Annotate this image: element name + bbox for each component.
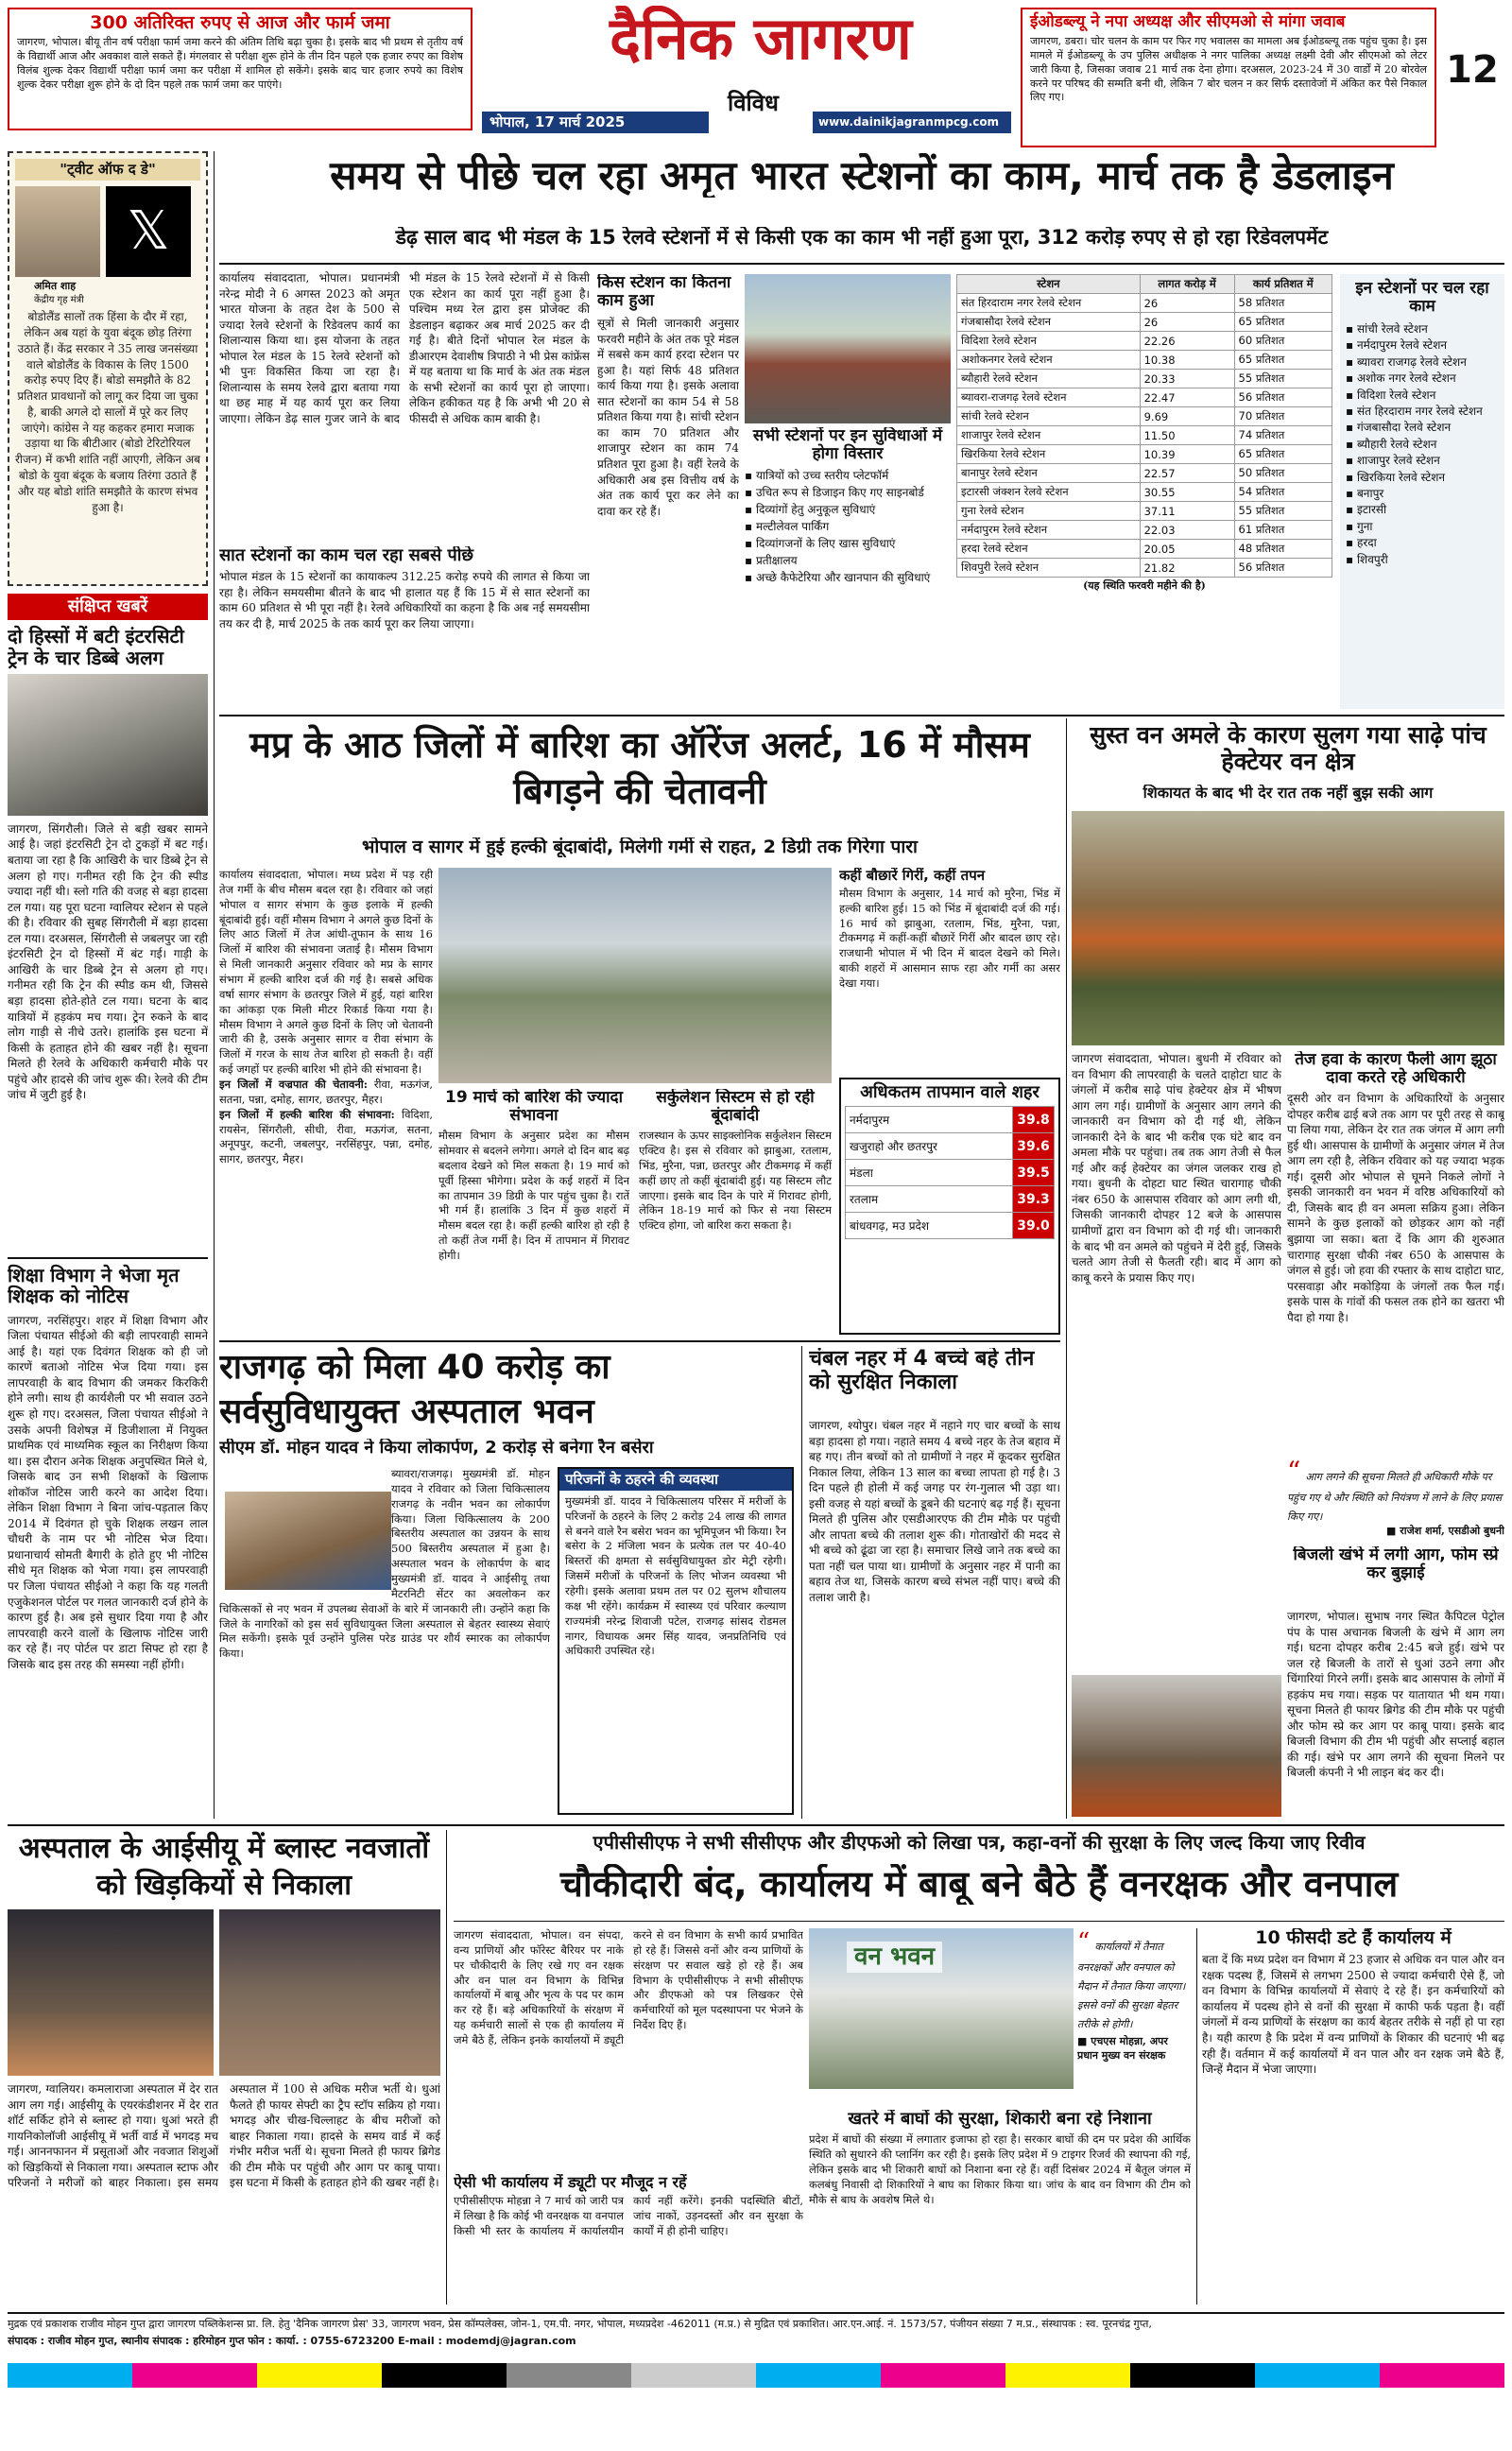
station-list-item: ▪ गंजबासौदा रेलवे स्टेशन: [1346, 421, 1452, 435]
main-body: कार्यालय संवाददाता, भोपाल। प्रधानमंत्री नरेन्द्र मोदी ने 6 अगस्त 2023 को अमृत भारत योजना के तहत देश के 500 से ज्यादा रेलवे स्टेशनों के रिडेवलप कार्य का शिलान्यास किया था। इस योजना के तहत भोपाल रेल मंडल के 15 रेलवे स्टेशनों को भी पुनः विकसित किया जा रहा है। शिलान्यास के समय रेलवे द्वारा बताया गया था छह माह में यह कार्य पूरा कर लिया जाएगा। लेकिन डेढ़ साल गुजर जाने के बाद भी मंडल के 15 रेलवे स्टेशनों में से किसी एक स्टेशन का कार्य पूरा नहीं हुआ है। पश्चिम मध्य रेल द्वारा इस प्रोजेक्ट की डेडलाइन बढ़ाकर अब मार्च 2025 कर दी गई है। बीते दिनों भोपाल रेल मंडल के डीआरएम देवाशीष त्रिपाठी ने भी प्रेस कांफ्रेंस में यह बताया था कि मार्च के अंत तक मंडल के सभी स्टेशनों का कार्य पूरा हो जाएगा। लेकिन हकीकत यह है कि अभी भी 20 से फीसदी से अधिक काम बाकी है।: [219, 271, 590, 425]
temperature-row: [846, 1160, 1055, 1186]
table-row: [957, 521, 1332, 540]
table-cell: नर्मदापुरम रेलवे स्टेशन: [957, 521, 1141, 540]
forest-fire-photo: [1072, 811, 1504, 1045]
forest-caption-quote: कार्यालयों में तैनात वनरक्षकों और वनपाल को मैदान में तैनात किया जाएगा। इससे वनों की सुरक्षा बेहतर तरीके से होगी।: [1077, 1941, 1186, 2030]
table-cell: 21.82: [1140, 559, 1234, 578]
fire-body: जागरण संवाददाता, भोपाल। बुधनी में रविवार को वन विभाग की लापरवाही के चलते दाहोटा घाट के जंगलों में करीब साढ़े पांच हेक्टेयर क्षेत्र में भीषण आग लग गई। ग्रामीणों के अनुसार आग लगने की जानकारी वन विभाग को दी गई थी, लेकिन जानकारी देने के बाद भी करीब एक घंटे बाद वन अमला मौके पर पहुंचा। तब तक आग तेजी से फैल गई और कई हेक्टेयर का जंगल जलकर राख हो गया। बुधनी के दोहटा घाट स्थित चारागाह चौकी नंबर 650 के आसपास रविवार को आग लगी थी, जिसकी जानकारी दोपहर 12 बजे के आसपास ग्रामीणों द्वारा वन विभाग को दी गई थी। जानकारी के बाद भी वन अमले को पहुंचने में देरी हुई, जिसके चलते आग तेजी से फैलती रही। बाद में आग को काबू करने के प्रयास किए गए।: [1072, 1052, 1281, 1285]
fire-sub-story: [1287, 1051, 1504, 1452]
forest-caption: [1077, 1928, 1189, 2108]
facility-item: ▪ दिव्यांगजनों के लिए खास सुविधाएं: [745, 537, 896, 551]
tweet-author-role: केंद्रीय गृह मंत्री: [34, 295, 84, 306]
table-cell: 50 प्रतिशत: [1234, 464, 1332, 483]
weather-subhead: भोपाल व सागर में हुई हल्की बूंदाबांदी, मिलेगी गर्मी से राहत, 2 डिग्री तक गिरेगा पारा: [362, 837, 918, 857]
rajgarh-box-body: मुख्यमंत्री डॉ. यादव ने चिकित्सालय परिसर में मरीजों के परिजनों के ठहरने के लिए 2 करोड़ 24 लाख की लागत से बनने वाले रैन बसेरा भवन का भूमिपूजन भी किया। रैन बसेरा के 2 मंजिला भवन के प्रत्येक तल पर 40-40 बिस्तरों की क्षमता से सर्वसुविधायुक्त डोर मेट्री रहेगी। जिसमें मरीजों के परिजनों के लिए भोजन व्यवस्था भी रहेगी। इसके अलावा प्रथम तल पर 02 सुलभ शौचालय कक्ष भी रहेंगे। कार्यक्रम में स्वास्थ्य एवं परिवार कल्याण राज्यमंत्री नरेन्द्र शिवाजी पटेल, राजगढ़ सांसद रोडमल नागर, विधायक अमर सिंह यादव, जनप्रतिनिधि एवं अधिकारी उपस्थित रहे।: [565, 1493, 786, 1658]
forest-headline: चौकीदारी बंद, कार्यालय में बाबू बने बैठे हैं वनरक्षक और वनपाल: [559, 1864, 1399, 1905]
rain-districts: विदिशा, रायसेन, सिंगरौली, सीधी, रीवा, मऊगंज, सतना, अनूपपुर, कटनी, जबलपुर, नरसिंहपुर, पन्ना, दमोह, सागर, छतरपुर, मैहर।: [219, 1107, 433, 1166]
city-name: रतलाम: [846, 1186, 1013, 1213]
temperature-row: [846, 1186, 1055, 1213]
table-cell: 48 प्रतिशत: [1234, 540, 1332, 559]
table-row: [957, 445, 1332, 464]
city-temperature: 39.8: [1013, 1107, 1055, 1133]
table-cell: 65 प्रतिशत: [1234, 445, 1332, 464]
table-cell: 26: [1140, 294, 1234, 313]
city-temperature: 39.5: [1013, 1160, 1055, 1186]
table-row: [957, 483, 1332, 502]
table-cell: इटारसी जंक्शन रेलवे स्टेशन: [957, 483, 1141, 502]
chambal-body: जागरण, श्योपुर। चंबल नहर में नहाने गए चार बच्चों के साथ बड़ा हादसा हो गया। नहाते समय 4 बच्चे नहर के तेज बहाव में बह गए। तीन बच्चों को तो ग्रामीणों ने नहर में कूदकर सुरक्षित निकाल लिया, लेकिन 13 साल का बच्चा लापता हो गई है। 3 दिन पहले ही होली में कई जगह पर रंग-गुलाल भी उड़ा था। इसी वजह से यहां बच्चों के डूबने की घटनाएं बढ़ गई हैं। सूचना मिलते ही पुलिस और एसडीआरएफ की टीम मौके पर पहुंची और लापता बच्चे की तलाश शुरू की। गोताखोरों की मदद से भी बच्चे को ढूंढा जा रहा है। समाचार लिखे जाने तक बच्चे का पता नहीं चल पाया था। ग्रामीणों के अनुसार नहर में पानी का बहाव तेज था, जिसके कारण बच्चे संभल नहीं पाए। बच्चे की तलाश जारी है।: [809, 1419, 1060, 1605]
weather-side-3-body: मौसम विभाग के अनुसार, 14 मार्च को मुरैना, भिंड में हल्की बारिश हुई। 15 को भिंड में बूंदाबांदी दर्ज की गई। 16 मार्च को झाबुआ, रतलाम, भिंड, मुरैना, पन्ना, टीकमगढ़ में कहीं-कहीं बौछारें गिरीं और बादल छाए रहे। राजधानी भोपाल में भी दिन में बादल देखने को मिले। बाकी शहरों में आसमान साफ रहा और गर्मी का असर देखा गया।: [839, 886, 1060, 990]
page-number: 12: [1446, 49, 1499, 92]
forest-sub-headline: ऐसी भी कार्यालय में ड्यूटी पर मौजूद न रहें: [454, 2174, 687, 2191]
weather-side-3-headline: कहीं बौछारें गिरीं, कहीं तपन: [839, 868, 986, 884]
table-cell: 22.26: [1140, 332, 1234, 351]
forest-kicker: एपीसीसीएफ ने सभी सीसीएफ और डीएफओ को लिखा पत्र, कहा-वनों की सुरक्षा के लिए जल्द किया जाए रिवीव: [593, 1832, 1366, 1854]
table-cell: शाजापुर रेलवे स्टेशन: [957, 426, 1141, 445]
table-row: [957, 540, 1332, 559]
stations-list: [1346, 321, 1499, 568]
table-cell: शिवपुरी रेलवे स्टेशन: [957, 559, 1141, 578]
main-box-body: भोपाल मंडल के 15 स्टेशनों का कायाकल्प 312.25 करोड़ रुपये की लागत से किया जा रहा है। लेकिन समयसीमा बीतने के बाद भी हालात यह हैं कि 15 में से सात स्टेशनों का काम 60 प्रतिशत से भी पूरा नहीं है। रेलवे अधिकारियों का कहना है कि अब नई समयसीमा तय कर दी है, मार्च 2025 के तक कार्य पूरा कर लिया जाएगा।: [219, 570, 590, 630]
table-row: [957, 332, 1332, 351]
work-status-box: [597, 274, 739, 703]
table-cell: 56 प्रतिशत: [1234, 388, 1332, 407]
station-list-item: ▪ ब्यौहारी रेलवे स्टेशन: [1346, 437, 1437, 451]
imprint-line-2: संपादक : राजीव मोहन गुप्त, स्थानीय संपादक : हरिमोहन गुप्त फोन : कार्या. : 0755-6723200 E-mail : modemdj@jagran.com: [8, 2335, 576, 2347]
weather-photo: [438, 868, 832, 1083]
table-cell: 55 प्रतिशत: [1234, 370, 1332, 388]
table-cell: विदिशा रेलवे स्टेशन: [957, 332, 1141, 351]
main-sidebar-box: [219, 546, 590, 713]
temperature-row: [846, 1107, 1055, 1133]
table-cell: 11.50: [1140, 426, 1234, 445]
icu-headline: अस्पताल के आईसीयू में ब्लास्ट नवजातों को खिड़कियों से निकाला: [18, 1832, 430, 1902]
tweet-label: "ट्वीट ऑफ द डे": [15, 159, 200, 181]
forest-caption-author: ■ एचएस मोहन्ना, अपर प्रधान मुख्य वन संरक्षक: [1077, 2035, 1168, 2063]
weather-side-1-body: मौसम विभाग के अनुसार प्रदेश का मौसम सोमवार से बदलने लगेगा। अगले दो दिन बाद बढ़ बदलाव देखने को मिल सकता है। 19 मार्च को पूर्वी हिस्सा भीगेगा। प्रदेश के कई शहरों में दिन का तापमान 39 डिग्री के पार पहुंच चुका है। रातें भी गर्म हैं। हालांकि 3 दिन में कुछ शहरों में मौसम बदल रहा है। कहीं हल्की बारिश हो रही है तो कहीं तेज गर्मी है। दिन में तापमान में गिरावट होगी।: [438, 1129, 629, 1262]
station-list-item: ▪ शाजापुर रेलवे स्टेशन: [1346, 454, 1440, 468]
rajgarh-box-headline: परिजनों के ठहरने की व्यवस्था: [559, 1469, 792, 1491]
table-cell: 20.05: [1140, 540, 1234, 559]
table-cell: 22.57: [1140, 464, 1234, 483]
office-side-body: बता दें कि मध्य प्रदेश वन विभाग में 23 हजार से अधिक वन पाल और वन रक्षक पदस्थ हैं, जिसमें से लगभग 2500 से ज्यादा कर्मचारी ऐसे हैं, जो वन विभाग के विभिन्न कार्यालयों में सेवाएं दे रहे हैं। इन कर्मचारियों को कार्यालय में पदस्थ होने से वनों की सुरक्षा में काफी फर्क पड़ता है। वहीं जंगलों में वन्य प्राणियों के संरक्षण का कार्य बेहतर तरीके से नहीं हो पा रहा है। यही कारण है कि प्रदेश में वन्य प्राणियों के शिकार की घटनाएं भी बढ़ रही हैं। वर्तमान में कई कार्यालयों में वन पाल और वन रक्षक जमे बैठे हैं, जिन्हें मैदान में भेजा जाएगा।: [1202, 1953, 1504, 2077]
top-left-body: जागरण, भोपाल। बीयू तीन वर्ष परीक्षा फार्म जमा करने की अंतिम तिथि बढ़ा चुका है। इसके बाद भी प्रथम से तृतीय वर्ष के विद्यार्थी आज और अवकाश वाले सकते हैं। मंगलवार से परीक्षा शुरू होने के तीन दिन पहले एक हजार रुपए का विशेष विलंब शुल्क देकर विद्यार्थी परीक्षा फार्म जमा कर परीक्षा में शामिल हो सकेंगे। इसके बाद चार हजार रुपये का विशेष शुल्क देकर परीक्षा शुरू होने के दो दिन पहले तक फार्म जमा कर पाएंगे।: [17, 36, 463, 91]
facility-item: ▪ दिव्यांगों हेतु अनुकूल सुविधाएं: [745, 503, 876, 517]
weather-side-1-headline: 19 मार्च को बारिश की ज्यादा संभावना: [445, 1089, 623, 1126]
imprint-line: मुद्रक एवं प्रकाशक राजीव मोहन गुप्त द्वारा जागरण पब्लिकेशन्स प्रा. लि. हेतु 'दैनिक जागरण प्रेस' 33, जागरण भवन, प्रेस कॉम्पलेक्स, जोन-1, एम.पी. नगर, भोपाल, मध्यप्रदेश -462011 (म.प्र.) से मुद्रित एवं प्रकाशित। आर.एन.आई. नं. 1573/57, पंजीयन संख्या 7 म.प्र., संस्थापक : स्व. पूरनचंद्र गुप्त,: [8, 2318, 1152, 2330]
electric-headline: बिजली खंभे में लगी आग, फोम स्प्रे कर बुझाई: [1293, 1546, 1499, 1583]
icu-photo-1: [8, 1909, 214, 2076]
table-cell: 54 प्रतिशत: [1234, 483, 1332, 502]
thunder-districts: रीवा, मऊगंज, सतना, पन्ना, दमोह, सागर, छतरपुर, मैहर।: [219, 1078, 433, 1106]
chambal-headline: चंबल नहर में 4 बच्चे बहे तीन को सुरक्षित निकाला: [809, 1348, 1035, 1394]
electric-body: जागरण, भोपाल। सुभाष नगर स्थित कैपिटल पेट्रोल पंप के पास अचानक बिजली के खंभे में आग लग गई। घटना दोपहर करीब 2:45 बजे हुई। खंभे पर जल रहे बिजली के तारों से धुआं उठने लगा और चिंगारियां गिरने लगीं। इसके बाद आसपास के लोगों में हड़कंप मच गया। सड़क पर यातायात भी थम गया। सूचना मिलते ही फायर ब्रिगेड की टीम मौके पर पहुंची और फोम स्प्रे कर आग पर काबू पाया। इसके बाद बिजली विभाग की टीम भी पहुंची और सप्लाई बहाल की गई। खंभे पर आग लगने की सूचना मिलने पर बिजली कंपनी ने भी लाइन बंद कर दी।: [1287, 1610, 1504, 1780]
facility-item: ▪ प्रतीक्षालय: [745, 554, 798, 568]
forest-sub-story: [454, 2174, 803, 2306]
facilities-box: [745, 427, 951, 711]
train-photo: [8, 674, 208, 816]
temperature-headline: अधिकतम तापमान वाले शहर: [860, 1082, 1040, 1102]
fire-quote-text: आग लगने की सूचना मिलते ही अधिकारी मौके पर पहुंच गए थे और स्थिति को नियंत्रण में लाने के लिए प्रयास किए गए।: [1287, 1471, 1503, 1523]
weather-headline: मप्र के आठ जिलों में बारिश का ऑरेंज अलर्ट, 16 में मौसम बिगड़ने की चेतावनी: [249, 724, 1030, 813]
table-cell: सांची रेलवे स्टेशन: [957, 407, 1141, 426]
station-list-item: ▪ ब्यावरा राजगढ़ रेलवे स्टेशन: [1346, 354, 1467, 369]
thunder-label: इन जिलों में वज्रपात की चेतावनी:: [219, 1078, 368, 1092]
icu-body: जागरण, ग्वालियर। कमलाराजा अस्पताल में देर रात आग लग गई। आईसीयू के एयरकंडीशनर में देर रात शॉर्ट सर्किट होने से ब्लास्ट हो गया। धुआं भरते ही गायनिकोलॉजी आईसीयू में भर्ती वार्ड में भगदड़ मच गई। आननफानन में प्रसूताओं और नवजात शिशुओं को खिड़कियों से निकाला गया। अस्पताल स्टाफ और परिजनों ने मरीजों को बाहर निकाला। इस समय अस्पताल में 100 से अधिक मरीज भर्ती थे। धुआं फैलते ही फायर सेफ्टी का ट्रैप स्टॉप सक्रिय हो गया। भगदड़ और चीख-चिल्लाहट के बीच मरीजों को बाहर निकाला गया। हादसे के समय वार्ड में कई गंभीर मरीज भर्ती थे। सूचना मिलते ही फायर ब्रिगेड की टीम मौके पर पहुंची और आग पर काबू पाया। इस घटना में किसी के हताहत होने की खबर नहीं है।: [8, 2082, 440, 2190]
brief-column: [8, 594, 208, 1819]
station-list-item: ▪ नर्मदापुरम रेलवे स्टेशन: [1346, 338, 1448, 353]
table-cell: बानापुर रेलवे स्टेशन: [957, 464, 1141, 483]
table-cell: 58 प्रतिशत: [1234, 294, 1332, 313]
table-cell: खिरकिया रेलवे स्टेशन: [957, 445, 1141, 464]
weather-side-2-headline: सर्कुलेशन सिस्टम से हो रही बूंदाबांदी: [656, 1089, 815, 1126]
table-cell: गंजबासौदा रेलवे स्टेशन: [957, 313, 1141, 332]
table-cell: संत हिरदाराम नगर रेलवे स्टेशन: [957, 294, 1141, 313]
author-photo: [15, 186, 100, 277]
city-temperature: 39.6: [1013, 1133, 1055, 1160]
table-header: लागत करोड़ में: [1140, 275, 1234, 294]
table-cell: 26: [1140, 313, 1234, 332]
fire-sub-body: दूसरी ओर वन विभाग के अधिकारियों के अनुसार दोपहर करीब ढाई बजे तक आग पर पूरी तरह से काबू पा लिया गया, लेकिन देर रात तक जंगल में आग लगी हुई थी। आसपास के ग्रामीणों के अनुसार जंगल में तेज आग लग रही है, लेकिन रविवार को यह ज्यादा भड़क गई। दूसरी ओर भोपाल से घूमने निकले लोगों ने इसकी जानकारी वन भवन में वरिष्ठ अधिकारियों को दी, जिसके बाद ही वन अमला सक्रिय हुआ। लेकिन सामने के कुछ इलाकों को छोड़कर आग को नहीं बुझाया जा सका। बता दें कि आग की शुरुआत चारागाह सुरक्षा चौकी नंबर 650 के आसपास के जंगल से हुई। जो हवा की रफ्तार के साथ दाहोटा घाट, परसवाड़ा और मकोड़िया के जंगलों तक फैल गई। इसके पास के गांवों की फसल तक होने का खतरा भी पैदा हो गया है।: [1287, 1092, 1504, 1324]
main-subhead: डेढ़ साल बाद भी मंडल के 15 रेलवे स्टेशनों में से किसी एक का काम भी नहीं हुआ पूरा, 312 करोड़ रुपए से हो रहा रिडेवलपमेंट: [395, 227, 1329, 249]
station-list-item: ▪ अशोक नगर रेलवे स्टेशन: [1346, 371, 1456, 386]
rajgarh-subhead: सीएम डॉ. मोहन यादव ने किया लोकार्पण, 2 करोड़ से बनेगा रैन बसेरा: [219, 1439, 654, 1458]
rajgarh-body-full: ब्यावरा/राजगढ़। मुख्यमंत्री डॉ. मोहन यादव ने रविवार को जिला चिकित्सालय राजगढ़ के नवीन भवन का लोकार्पण किया। जिला चिकित्सालय के 200 बिस्तरीय अस्पताल का उन्नयन के साथ 500 बिस्तरीय अस्पताल में हुआ है। अस्पताल भवन के लोकार्पण के बाद मुख्यमंत्री डॉ. यादव ने आईसीयू तथा मैटरनिटी सेंटर का अवलोकन कर चिकित्सकों से नए भवन में उपलब्ध सेवाओं के बारे में जानकारी ली। उन्होंने कहा कि जिले के नागरिकों को इस सर्व सुविधायुक्त जिला अस्पताल से बेहतर स्वास्थ्य सेवाएं मिल सकेंगी। इसके पूर्व उन्होंने पुलिस परेड ग्राउंड पर शौर्य स्मारक का लोकार्पण किया।: [219, 1467, 550, 1661]
temperature-row: [846, 1213, 1055, 1239]
weather-side-3: [839, 868, 1060, 1076]
edition-date: भोपाल, 17 मार्च 2025: [482, 112, 709, 133]
table-row: [957, 294, 1332, 313]
color-registration-bar: [8, 2363, 1504, 2388]
fire-headline: सुस्त वन अमले के कारण सुलग गया साढ़े पांच हेक्टेयर वन क्षेत्र: [1090, 722, 1486, 775]
table-row: [957, 407, 1332, 426]
tweet-box: [8, 151, 208, 586]
rain-label: इन जिलों में हल्की बारिश की संभावना:: [219, 1107, 395, 1121]
table-cell: 60 प्रतिशत: [1234, 332, 1332, 351]
table-cell: अशोकनगर रेलवे स्टेशन: [957, 351, 1141, 370]
tiger-headline: खतरे में बाघों की सुरक्षा, शिकारी बना रहे निशाना: [848, 2110, 1152, 2129]
office-side-headline: 10 फीसदी डटे हैं कार्यालय में: [1255, 1928, 1452, 1948]
table-header-row: [957, 275, 1332, 294]
brief-2-headline: शिक्षा विभाग ने भेजा मृत शिक्षक को नोटिस: [8, 1263, 180, 1308]
table-row: [957, 464, 1332, 483]
station-list-item: ▪ शिवपुरी: [1346, 552, 1388, 566]
fire-subhead: शिकायत के बाद भी देर रात तक नहीं बुझ सकी आग: [1143, 785, 1434, 802]
table-cell: 30.55: [1140, 483, 1234, 502]
railway-station-photo: [745, 274, 951, 423]
forest-body: जागरण संवाददाता, भोपाल। वन संपदा, वन्य प्राणियों और फॉरेस्ट बैरियर पर नाके पर चौकीदारी के लिए रखे गए वन रक्षक और वन पाल वन विभाग के विभिन्न कार्यालयों में बाबू और भृत्य के पद पर काम कर रहे हैं। बड़े अधिकारियों के संरक्षण में यह कर्मचारी सालों से एक ही कार्यालय में जमे बैठे हैं, लेकिन इनके कार्यालयों में ड्यूटी करने से वन विभाग के सभी कार्य प्रभावित हो रहे हैं। जिससे वनों और वन्य प्राणियों के संरक्षण पर सवाल खड़े हो रहे हैं। अब विभाग के एपीसीसीएफ ने सभी सीसीएफ और डीएफओ को पत्र लिखकर ऐसे कर्मचारियों को मूल पदस्थापना पर भेजने के निर्देश दिए हैं।: [454, 1928, 803, 2047]
station-list-item: ▪ सांची रेलवे स्टेशन: [1346, 322, 1428, 337]
station-list-item: ▪ बनापुर: [1346, 486, 1384, 500]
table-cell: 70 प्रतिशत: [1234, 407, 1332, 426]
brief-1-headline: दो हिस्सों में बटी इंटरसिटी ट्रेन के चार डिब्बे अलग: [8, 625, 184, 669]
table-cell: हरदा रेलवे स्टेशन: [957, 540, 1141, 559]
table-cell: 9.69: [1140, 407, 1234, 426]
brief-label: संक्षिप्त खबरें: [8, 594, 208, 620]
city-name: खजुराहो और छतरपुर: [846, 1133, 1013, 1160]
table-cell: 20.33: [1140, 370, 1234, 388]
city-name: नर्मदापुरम: [846, 1107, 1013, 1133]
city-name: मंडला: [846, 1160, 1013, 1186]
station-list-item: ▪ हरदा: [1346, 536, 1377, 550]
facility-item: ▪ उचित रूप से डिजाइन किए गए साइनबोर्ड: [745, 486, 924, 500]
brief-2-body: जागरण, नरसिंहपुर। शहर में शिक्षा विभाग और जिला पंचायत सीईओ की बड़ी लापरवाही सामने आई है। यहां एक दिवंगत शिक्षक को ही जो कारणें बताओ नोटिस भेज दिया गया। इस लापरवाही के बाद विभाग की जमकर किरकिरी होने लगी। साथ ही कार्यशैली पर भी सवाल उठने शुरू हो गए। दरअसल, जिला पंचायत सीईओ ने उसके अपनी विशेषज्ञ में डिजीशाला में नियुक्त प्राथमिक एवं माध्यमिक स्कूल का निरीक्षण किया था। इस दौरान अनेक शिक्षक अनुपस्थित मिले थे, जिसके बाद उन सभी शिक्षकों के खिलाफ शोकॉज नोटिस जारी करने का आदेश दिया। लेकिन शिक्षा विभाग ने बिना जांच-पड़ताल किए 2014 में दिवंगत हो चुके शिक्षक लखन लाल चौधरी के नाम पर भी नोटिस भेज दिया। प्रधानाचार्य सोमती बैगारी के होते हुए भी नोटिस सीधे मृत शिक्षक को भेजा गया। इस लापरवाही पर जिला पंचायत सीईओ ने कहा कि यह गलती एजुकेशनल पोर्टल पर गलत जानकारी दर्ज होने के कारण हुई है। अब इसे सुधार दिया गया है और लापरवाही करने वालों के खिलाफ नोटिस जारी कर रहे हैं। नए पोर्टल पर डाटा सिफ्ट हो रहा है जिसके बाद इस तरह की समस्या नहीं होंगी।: [8, 1313, 208, 1671]
facility-item: ▪ अच्छे कैफेटेरिया और खानपान की सुविधाएं: [745, 571, 931, 585]
top-right-body: जागरण, डबरा। चोर चलन के काम पर फिर गए भवालस का मामला अब ईओडब्ल्यू तक पहुंच चुका है। इस मामले में ईओडब्ल्यू के उप पुलिस अधीक्षक ने नगर पालिका अध्यक्ष लक्ष्मी देवी और सीएमओ को लेटर जारी किया है, जिसका जवाब 21 मार्च तक देना होगा। दरअसल, 2023-24 में 30 वार्डों में 20 बोरवेल करने पर परिषद की सम्मति बनी थी, लेकिन 7 बोर चलन न कर सिर्फ दस्तावेजों में अंकित कर पैसे निकाल लिए गए।: [1030, 35, 1427, 104]
table-row: [957, 313, 1332, 332]
station-list-item: ▪ इटारसी: [1346, 503, 1387, 517]
facilities-list: [745, 467, 951, 586]
table-cell: 74 प्रतिशत: [1234, 426, 1332, 445]
tweet-body: बोडोलैंड सालों तक हिंसा के दौर में रहा, लेकिन अब यहां के युवा बंदूक छोड़ तिरंगा उठाते हैं। केंद्र सरकार ने 35 लाख जनसंख्या वाले बोडोलैंड के विकास के लिए 1500 करोड़ रुपए दिए हैं। बोडो समझौते के 82 प्रतिशत प्रावधानों को लागू कर दिया जा चुका है, बाकी अगले दो सालों में पूरे कर लिए जाएंगे। कांग्रेस ने यह कहकर हमारा मजाक उड़ाया था कि बीटीआर (बोडो टेरिटोरियल रीजन) में कभी शांति नहीं आएगी, लेकिन अब बोडो के युवा बंदूक के बजाय तिरंगा उठाते हैं और यह बोडो शांति समझौते के कारण संभव हुआ है।: [15, 310, 200, 514]
rajgarh-headline: राजगढ़ को मिला 40 करोड़ का सर्वसुविधायुक्त अस्पताल भवन: [219, 1348, 610, 1431]
table-header: कार्य प्रतिशत में: [1234, 275, 1332, 294]
work-status-body: सूत्रों से मिली जानकारी अनुसार फरवरी महीने के अंत तक पूरे मंडल में सबसे कम कार्य हरदा स्टेशन पर हुआ है। यहां सिर्फ 48 प्रतिशत कार्य किया गया है। इसके अलावा सात स्टेशनों का काम 54 से 58 प्रतिशत किया गया है। सांची स्टेशन का काम 70 प्रतिशत और शाजापुर स्टेशन का काम 74 प्रतिशत पूरा हुआ है। वहीं रेलवे के अधिकारी अब इस वित्तीय वर्ष के अंत तक कार्य पूरा कर लेने का दावा कर रहे हैं।: [597, 317, 739, 518]
masthead: [482, 6, 1011, 136]
fire-sub-headline: तेज हवा के कारण फैली आग झूठा दावा करते रहे अधिकारी: [1295, 1051, 1497, 1088]
table-note: (यह स्थिति फरवरी महीने की है): [1083, 579, 1206, 592]
table-cell: गुना रेलवे स्टेशन: [957, 502, 1141, 521]
table-row: [957, 559, 1332, 578]
table-cell: 55 प्रतिशत: [1234, 502, 1332, 521]
table-cell: ब्यावरा-राजगढ़ रेलवे स्टेशन: [957, 388, 1141, 407]
main-headline: समय से पीछे चल रहा अमृत भारत स्टेशनों का काम, मार्च तक है डेडलाइन: [330, 153, 1394, 198]
station-list-item: ▪ संत हिरदाराम नगर रेलवे स्टेशन: [1346, 405, 1483, 419]
station-list-item: ▪ खिरकिया रेलवे स्टेशन: [1346, 470, 1446, 484]
weather-side-1: [438, 1089, 629, 1335]
weather-body: कार्यालय संवाददाता, भोपाल। मध्य प्रदेश में पड़ रही तेज गर्मी के बीच मौसम बदल रहा है। रविवार को जहां भोपाल व सागर संभाग के कुछ इलाके में हल्की बूंदाबांदी हुई। वहीं मौसम विभाग ने अगले कुछ दिनों के लिए आठ जिलों में तेज आंधी-तूफान के साथ 16 जिलों में बारिश की संभावना जताई है। मौसम विभाग से मिली जानकारी अनुसार रविवार को मप्र के सागर संभाग में हल्की बारिश दर्ज की गई है। सबसे अधिक वर्षा सागर संभाग के छतरपुर जिले में हुई, यहां बारिश का आंकड़ा एक मिली मीटर रिकार्ड किया गया है। मौसम विभाग ने अगले कुछ दिनों के लिए जो चेतावनी जारी की है, उसके अनुसार सागर व रीवा संभाग के जिलों में गरज के साथ तेज बारिश हो सकती है। वहीं कई जगहों पर हल्की बारिश भी होने की संभावना है। इन जिलों में वज्रपात की चेतावनी: रीवा, मऊगंज, सतना, पन्ना, दमोह, सागर, छतरपुर, मैहर। इन जिलों में हल्की बारिश की संभावना: विदिशा, रायसेन, सिंगरौली, सीधी, रीवा, मऊगंज, सतना, अनूपपुर, कटनी, जबलपुर, नरसिंहपुर, पन्ना, दमोह, सागर, छतरपुर, मैहर।: [219, 868, 433, 1166]
table-row: [957, 388, 1332, 407]
table-cell: 56 प्रतिशत: [1234, 559, 1332, 578]
station-list-item: ▪ विदिशा रेलवे स्टेशन: [1346, 388, 1436, 402]
temperature-box: [839, 1078, 1060, 1335]
station-table: [956, 274, 1332, 652]
table-row: [957, 351, 1332, 370]
table-cell: 37.11: [1140, 502, 1234, 521]
quote-icon: “: [1077, 1928, 1091, 1957]
table-header: स्टेशन: [957, 275, 1141, 294]
weather-side-2-body: राजस्थान के ऊपर साइक्लोनिक सर्कुलेशन सिस्टम एक्टिव है। इस से रविवार को झाबुआ, रतलाम, भिंड, मुरैना, पन्ना, छतरपुर और टीकमगढ़ में कहीं कहीं छाए तो कहीं बूंदाबांदी हुई। यह सिस्टम लौट जाएगा। इसके बाद दिन के पारे में गिरावट होगी, लेकिन 18-19 मार्च को फिर से नया सिस्टम एक्टिव होगा, जो बारिश करा सकता है।: [639, 1129, 832, 1233]
city-name: बांधवगढ़, मउ प्रदेश: [846, 1213, 1013, 1239]
newspaper-logo: दैनिक जागरण: [610, 6, 912, 73]
forest-sub-body: एपीसीसीएफ मोहन्ना ने 7 मार्च को जारी पत्र में लिखा है कि कोई भी वनरक्षक या वनपाल किसी भी स्तर के कार्यालय में कार्यालयीन कार्य नहीं करेंगे। इनकी पदस्थिति बीटों, जांच नाकों, उड़नदस्तों और वन सुरक्षा के कार्यों में ही होनी चाहिए।: [454, 2193, 803, 2237]
section-name: विविध: [728, 90, 779, 116]
table-cell: ब्यौहारी रेलवे स्टेशन: [957, 370, 1141, 388]
weather-side-2: [639, 1089, 832, 1335]
table-row: [957, 502, 1332, 521]
table-cell: 22.47: [1140, 388, 1234, 407]
tweet-author: अमित शाह: [34, 279, 77, 292]
top-left-title: 300 अतिरिक्त रुपए से आज और फार्म जमा: [90, 12, 390, 33]
table-cell: 65 प्रतिशत: [1234, 351, 1332, 370]
table-cell: 22.03: [1140, 521, 1234, 540]
facility-item: ▪ यात्रियों को उच्च स्तरीय प्लेटफॉर्म: [745, 469, 889, 483]
fire-quote: [1287, 1456, 1504, 1541]
table-cell: 10.38: [1140, 351, 1234, 370]
van-bhawan-photo: [809, 1928, 1074, 2089]
work-status-headline: किस स्टेशन का कितना काम हुआ: [597, 274, 731, 311]
quote-icon: “: [1287, 1456, 1301, 1487]
table-cell: 10.39: [1140, 445, 1234, 464]
stations-list-headline: इन स्टेशनों पर चल रहा काम: [1355, 279, 1489, 317]
main-box-headline: सात स्टेशनों का काम चल रहा सबसे पीछे: [219, 546, 473, 565]
x-logo-icon: 𝕏: [106, 186, 191, 277]
facilities-headline: सभी स्टेशनों पर इन सुविधाओं में होगा विस्तार: [752, 427, 943, 464]
table-row: [957, 370, 1332, 388]
tiger-body: प्रदेश में बाघों की संख्या में लगातार इजाफा हो रहा है। सरकार बाघों की दम पर प्रदेश की आर्थिक स्थिति को सुधारने की प्लानिंग कर रही है। इसके लिए प्रदेश में 9 टाइगर रिजर्व की स्थापना की गई, लेकिन इसके बाद भी शिकारी बाघों को निशाना बना रहे हैं। वहीं दिसंबर 2024 में बैतूल जंगल में कलबंधु निवासी दो शिकारियों ने बाघ का शिकार किया था। जांच के बाद वन विभाग की टीम को मौके से बाघ के अवशेष मिले थे।: [809, 2132, 1191, 2206]
table-row: [957, 426, 1332, 445]
electric-pole-photo: [1072, 1675, 1281, 1817]
tiger-story: [809, 2110, 1191, 2306]
icu-photo-2: [219, 1909, 440, 2076]
table-cell: 65 प्रतिशत: [1234, 313, 1332, 332]
office-side-story: [1202, 1928, 1504, 2304]
website-url[interactable]: www.dainikjagranmpcg.com: [813, 112, 1011, 133]
facility-item: ▪ मल्टीलेवल पार्किंग: [745, 520, 830, 534]
city-temperature: 39.0: [1013, 1213, 1055, 1239]
temperature-row: [846, 1133, 1055, 1160]
city-temperature: 39.3: [1013, 1186, 1055, 1213]
rajgarh-box: [558, 1467, 794, 1815]
table-cell: 61 प्रतिशत: [1234, 521, 1332, 540]
top-right-title: ईओडब्ल्यू ने नपा अध्यक्ष और सीएमओ से मांगा जवाब: [1030, 12, 1346, 31]
brief-1-body: जागरण, सिंगरौली। जिले से बड़ी खबर सामने आई है। जहां इंटरसिटी ट्रेन दो टुकड़ों में बट गई। बताया जा रहा है कि आखिरी के चार डिब्बे ट्रेन से अलग हो गए। गनीमत रही कि ट्रेन की स्पीड ज्यादा नहीं थी। स्लो गति की वजह से बड़ा हादसा टल गया। यह पूरा घटना ग्वालियर स्टेशन से पहले की है। रविवार की सुबह सिंगरौली में बड़ा हादसा टल गया। दरअसल, सिंगरौली से जबलपुर जा रही इंटरसिटी ट्रेन दो हिस्सों में बंट गई। गाड़ी के आखिरी के चार डिब्बे ट्रेन से अलग हो गए। गनीमत रही कि ट्रेन की स्पीड कम थी, जिससे बड़ा हादसा होते-होते टल गया। घटना के बाद यात्रियों में हड़कंप मच गया। ट्रेन रुकने के बाद लोग गाड़ी से नीचे उतरे। हालांकि इस घटना में किसी के हताहत होने की खबर नहीं है। सूचना मिलते ही रेलवे के अधिकारी कर्मचारी मौके पर पहुंचे और हादसे की जांच शुरू की। रेलवे की टीम जांच में जुटी हुई है।: [8, 821, 208, 1102]
station-list-item: ▪ गुना: [1346, 519, 1373, 533]
van-bhawan-sign: वन भवन: [847, 1942, 942, 1973]
top-left-brief: [8, 8, 472, 130]
stations-list-box: [1340, 274, 1504, 709]
fire-quote-author: ■ राजेश शर्मा, एसडीओ बुधनी: [1386, 1524, 1504, 1537]
top-right-brief: [1021, 8, 1436, 147]
